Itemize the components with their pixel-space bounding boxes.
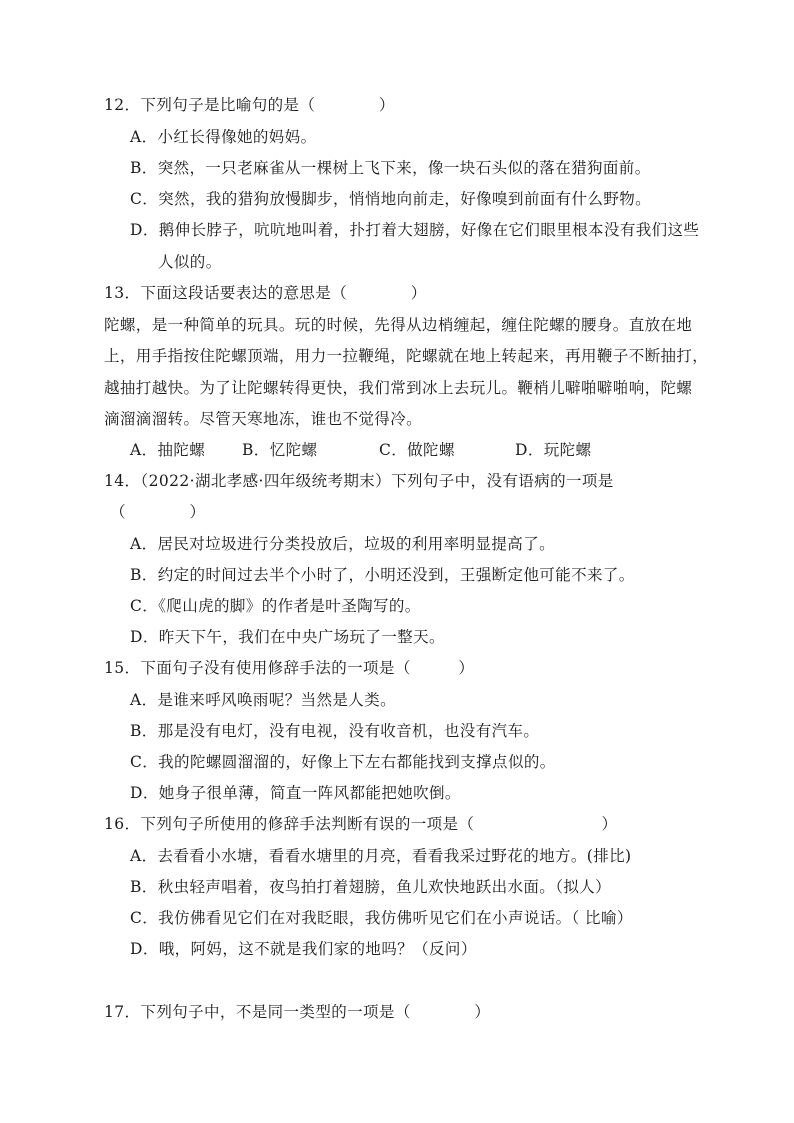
question-15-option-a: A．是谁来呼风唤雨呢？当然是人类。 (130, 691, 396, 709)
question-16-option-c: C．我仿佛看见它们在对我眨眼，我仿佛听见它们在小声说话。（ 比喻） (130, 909, 633, 927)
question-13-option-d: D．玩陀螺 (515, 441, 592, 459)
question-15-option-d: D．她身子很单薄，简直一阵风都能把她吹倒。 (130, 784, 461, 802)
question-14-stem: 14．（2022·湖北孝感·四年级统考期末）下列句子中，没有语病的一项是 (104, 472, 614, 490)
question-16-option-d: D．哦，阿妈，这不就是我们家的地吗？（反问） (130, 940, 477, 958)
question-15-option-c: C．我的陀螺圆溜溜的，好像上下左右都能找到支撑点似的。 (130, 753, 556, 771)
question-16-option-b: B．秋虫轻声唱着，夜鸟拍打着翅膀，鱼儿欢快地跃出水面。（拟人） (130, 878, 612, 896)
question-13-options (130, 440, 591, 460)
question-13-passage-line: 滴溜滴溜转。尽管天寒地冻，谁也不觉得冷。 (104, 410, 423, 428)
question-12-option-d-cont: 人似的。 (158, 253, 222, 271)
question-12-option-d: D．鹅伸长脖子，吭吭地叫着，扑打着大翅膀，好像在它们眼里根本没有我们这些 (130, 221, 700, 239)
question-13-option-c: C．做陀螺 (379, 441, 455, 459)
question-13-passage-line: 陀螺，是一种简单的玩具。玩的时候，先得从边梢缠起，缠住陀螺的腰身。直放在地 (104, 316, 693, 334)
question-17-stem: 17．下列句子中，不是同一类型的一项是（ ） (104, 1003, 491, 1021)
question-14-answer-blank: （ ） (110, 503, 206, 521)
question-14-option-b: B．约定的时间过去半个小时了，小明还没到，王强断定他可能不来了。 (130, 566, 635, 584)
question-12-stem: 12．下列句子是比喻句的是（ ） (104, 96, 395, 114)
question-16-stem: 16．下列句子所使用的修辞手法判断有误的一项是（ ） (104, 815, 618, 833)
question-14-option-a: A．居民对垃圾进行分类投放后，垃圾的利用率明显提高了。 (130, 535, 555, 553)
question-13-option-b: B．忆陀螺 (242, 441, 318, 459)
question-15-stem: 15．下面句子没有使用修辞手法的一项是（ ） (104, 659, 475, 677)
question-14-option-d: D．昨天下午，我们在中央广场玩了一整天。 (130, 628, 445, 646)
question-14-option-c: C．《爬山虎的脚》的作者是叶圣陶写的。 (130, 597, 421, 615)
question-12-option-a: A．小红长得像她的妈妈。 (130, 128, 317, 146)
question-12-option-b: B．突然，一只老麻雀从一棵树上飞下来，像一块石头似的落在猎狗面前。 (130, 159, 651, 177)
question-13-stem: 13．下面这段话要表达的意思是（ ） (104, 284, 427, 302)
question-13-option-a: A．抽陀螺 (130, 441, 206, 459)
question-15-option-b: B．那是没有电灯，没有电视，没有收音机，也没有汽车。 (130, 722, 540, 740)
question-13-passage-line: 上，用手指按住陀螺顶端，用力一拉鞭绳，陀螺就在地上转起来，再用鞭子不断抽打， (104, 347, 709, 365)
question-12-option-c: C．突然，我的猎狗放慢脚步，悄悄地向前走，好像嗅到前面有什么野物。 (130, 190, 652, 208)
question-13-passage-line: 越抽打越快。为了让陀螺转得更快，我们常到冰上去玩儿。鞭梢儿噼啪噼啪响，陀螺 (104, 379, 693, 397)
question-16-option-a: A．去看看小水塘，看看水塘里的月亮，看看我采过野花的地方。(排比) (130, 847, 632, 865)
